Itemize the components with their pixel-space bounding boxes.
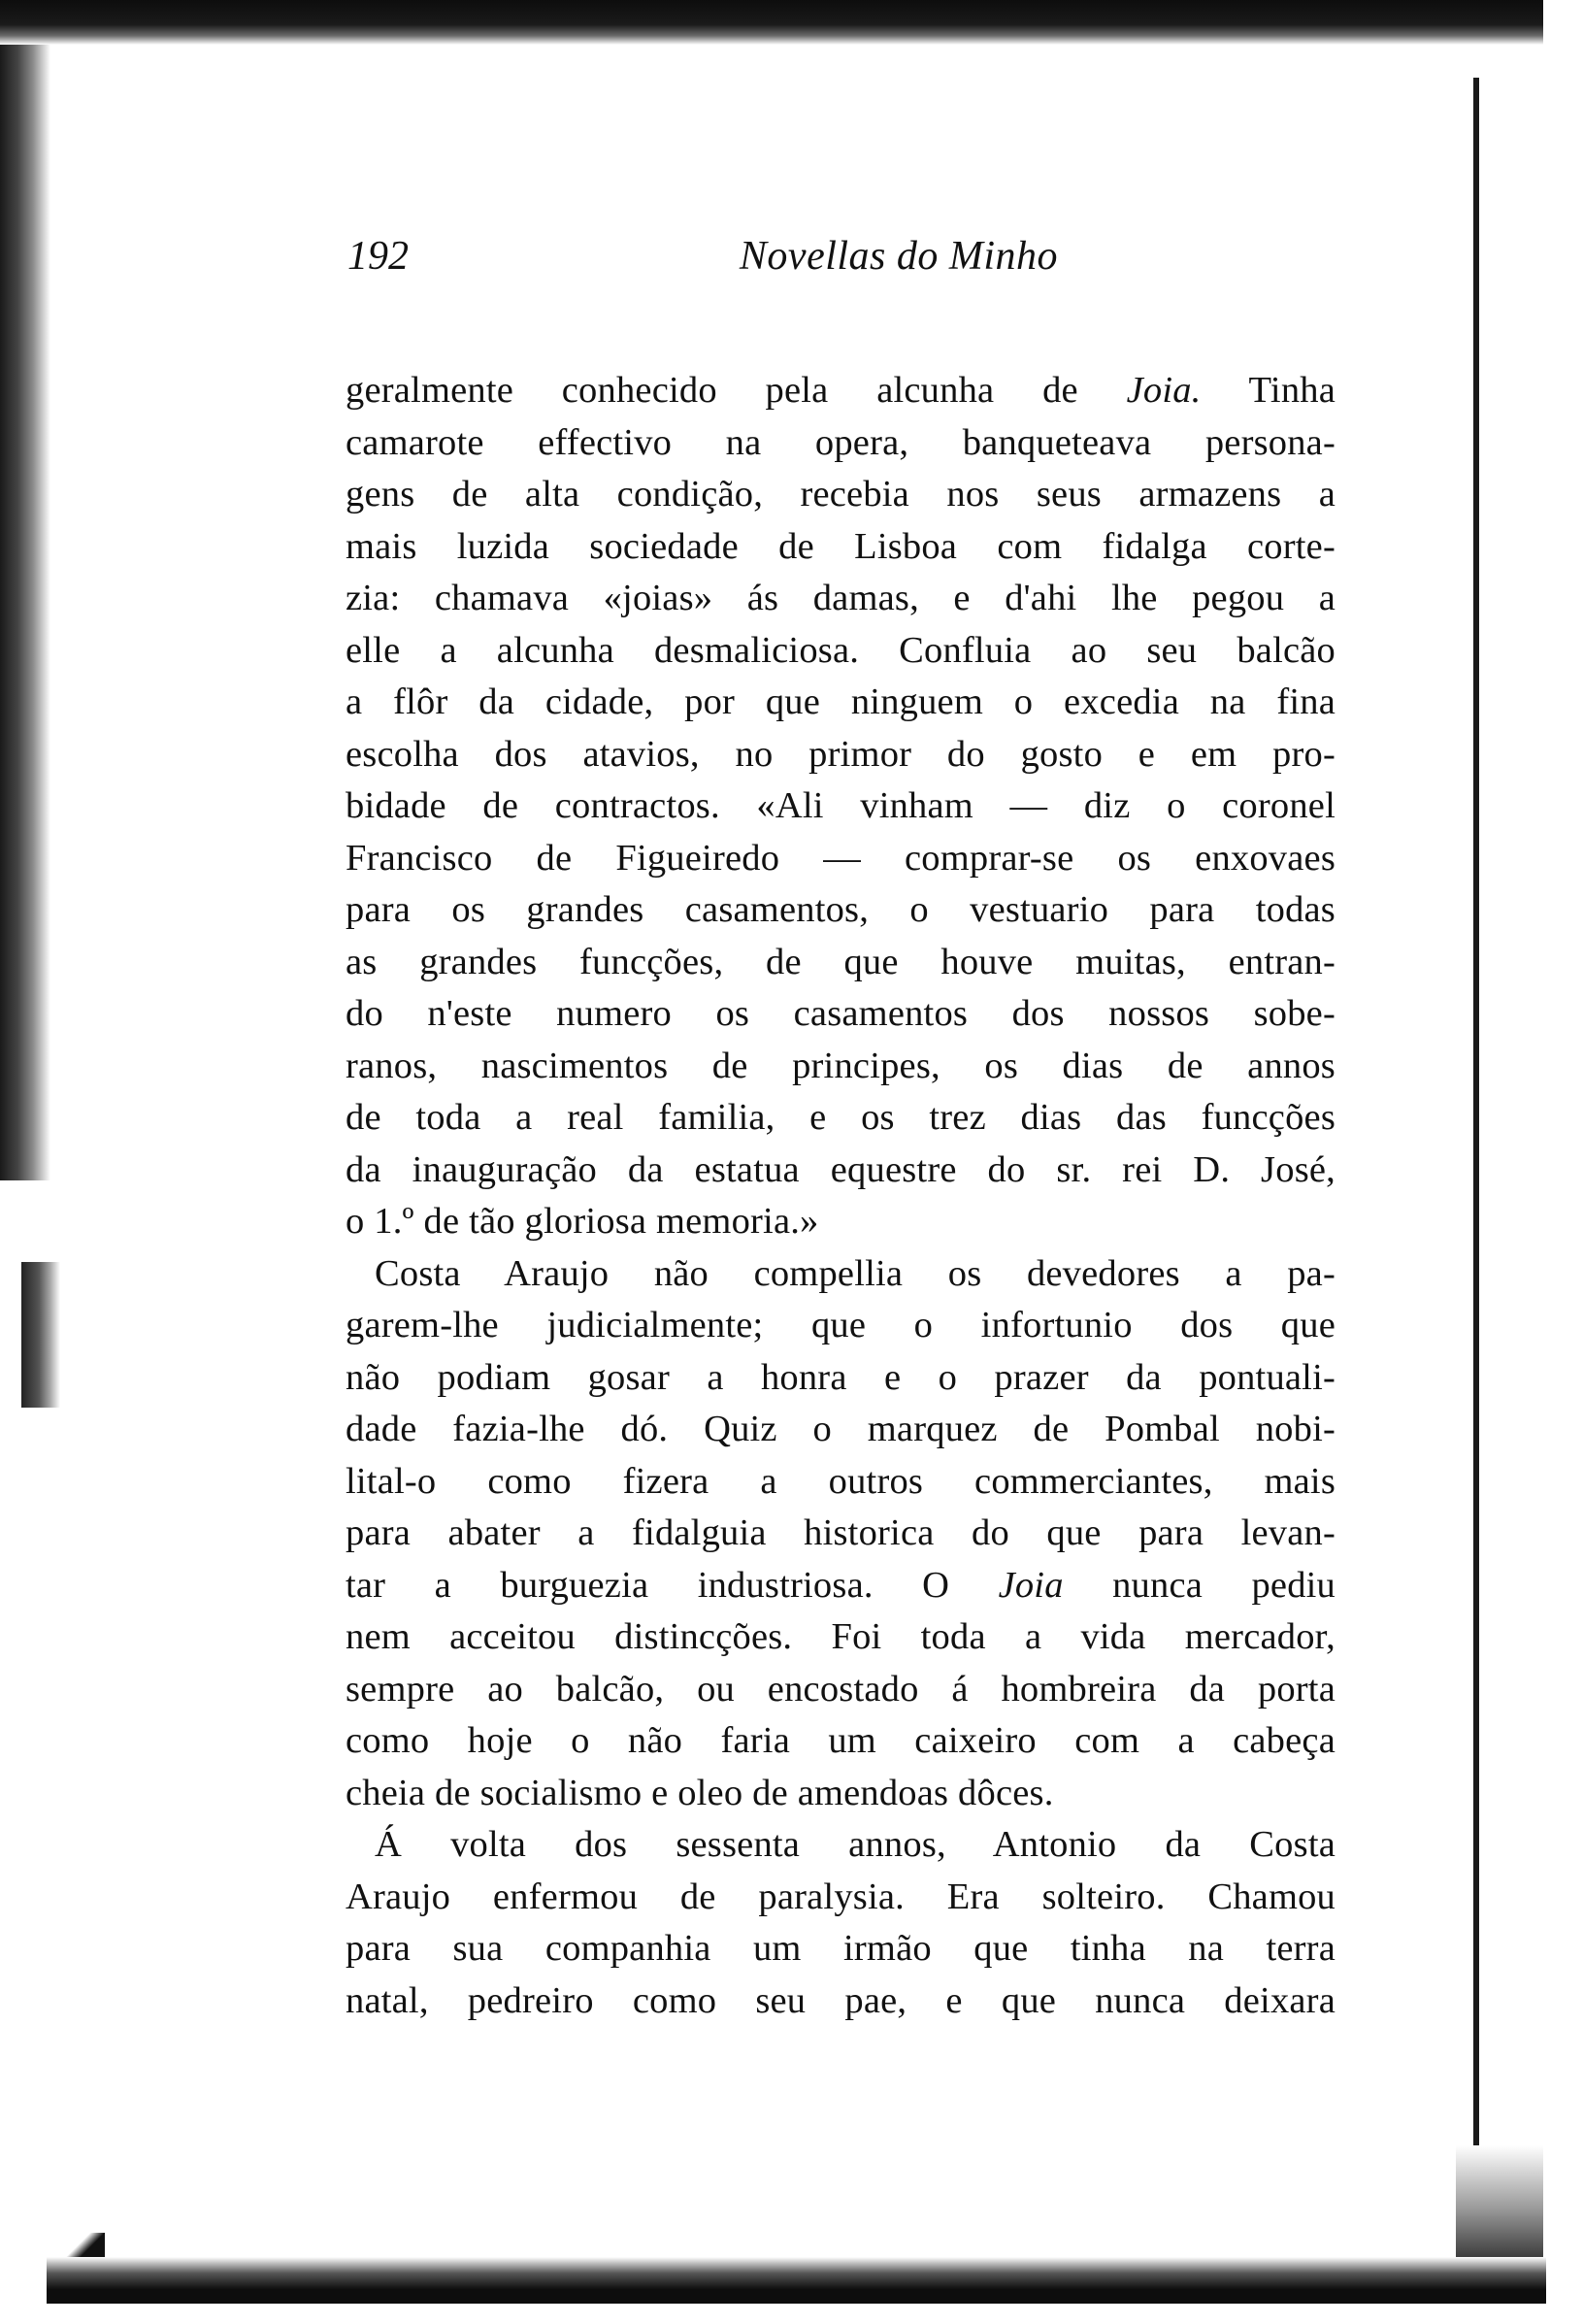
text-line xyxy=(346,677,1336,729)
text-line xyxy=(346,1975,1336,2028)
text-segment: tar a burguezia industriosa. O xyxy=(346,1564,999,1606)
text-line xyxy=(346,1092,1336,1145)
text-line xyxy=(346,469,1336,521)
text-line xyxy=(346,1872,1336,1924)
scan-edge-right-bottom xyxy=(1456,2145,1543,2272)
text-segment: nem acceitou distincções. Foi toda a vida mercador, xyxy=(346,1616,1336,1657)
text-segment: Joia. xyxy=(1126,370,1202,411)
text-segment: lital-o como fizera a outros commerciantes, mais xyxy=(346,1460,1336,1502)
text-segment: Tinha xyxy=(1201,370,1336,411)
scan-edge-top xyxy=(0,0,1543,45)
text-segment: de toda a real familia, e os trez dias das funcções xyxy=(346,1097,1336,1138)
text-segment: Costa Araujo não compellia os devedores a pa- xyxy=(375,1252,1336,1294)
text-segment: sempre ao balcão, ou encostado á hombreira da porta xyxy=(346,1668,1336,1710)
paragraph xyxy=(346,365,1336,1248)
text-segment: o 1.º de tão gloriosa memoria.» xyxy=(346,1201,819,1242)
text-segment: natal, pedreiro como seu pae, e que nunca deixara xyxy=(346,1979,1336,2021)
scan-edge-bottom xyxy=(47,2257,1546,2304)
text-segment: gens de alta condição, recebia nos seus armazens a xyxy=(346,474,1336,515)
text-line xyxy=(346,1300,1336,1352)
text-segment: as grandes funcções, de que houve muitas, entran- xyxy=(346,941,1336,982)
text-line xyxy=(346,833,1336,885)
running-title: Novellas do Minho xyxy=(739,234,1059,279)
text-line xyxy=(346,521,1336,574)
text-segment: geralmente conhecido pela alcunha de xyxy=(346,370,1127,411)
text-segment: como hoje o não faria um caixeiro com a cabeça xyxy=(346,1720,1336,1761)
text-segment: mais luzida sociedade de Lisboa com fidalga corte- xyxy=(346,525,1336,567)
text-segment: nunca pediu xyxy=(1063,1564,1336,1606)
text-line xyxy=(346,884,1336,937)
text-line xyxy=(346,1248,1336,1301)
text-segment: Araujo enfermou de paralysia. Era solteiro. Chamou xyxy=(346,1876,1336,1917)
text-line xyxy=(346,1768,1336,1820)
text-line xyxy=(346,1404,1336,1456)
text-segment: bidade de contractos. «Ali vinham — diz o coronel xyxy=(346,785,1336,826)
running-head xyxy=(346,225,1336,313)
text-line xyxy=(346,1715,1336,1768)
text-segment: da inauguração da estatua equestre do sr. rei D. José, xyxy=(346,1148,1336,1190)
text-segment: Francisco de Figueiredo — comprar-se os enxovaes xyxy=(346,837,1336,879)
text-line xyxy=(346,1456,1336,1509)
text-line xyxy=(346,988,1336,1041)
text-line xyxy=(346,1508,1336,1560)
scan-edge-left-lower xyxy=(21,1262,60,1408)
scan-edge-left xyxy=(0,45,50,1180)
text-line xyxy=(346,365,1336,417)
text-segment: Joia xyxy=(998,1564,1064,1606)
text-segment: do n'este numero os casamentos dos nossos sobe- xyxy=(346,993,1336,1034)
text-line xyxy=(346,417,1336,470)
text-line xyxy=(346,1560,1336,1612)
text-line xyxy=(346,1611,1336,1664)
text-segment: garem-lhe judicialmente; que o infortunio dos que xyxy=(346,1305,1336,1345)
text-line xyxy=(346,1145,1336,1197)
text-line xyxy=(346,1923,1336,1975)
book-page xyxy=(346,225,1336,2027)
text-segment: dade fazia-lhe dó. Quiz o marquez de Pombal nobi- xyxy=(346,1409,1336,1449)
text-segment: não podiam gosar a honra e o prazer da pontuali- xyxy=(346,1356,1336,1398)
text-segment: escolha dos atavios, no primor do gosto e em pro- xyxy=(346,733,1336,775)
text-segment: Á volta dos sessenta annos, Antonio da Costa xyxy=(375,1824,1336,1865)
text-line xyxy=(346,1819,1336,1872)
paragraph xyxy=(346,1819,1336,2027)
text-line xyxy=(346,573,1336,625)
text-line xyxy=(346,1352,1336,1405)
text-line xyxy=(346,625,1336,678)
text-segment: zia: chamava «joias» ás damas, e d'ahi lhe pegou a xyxy=(346,578,1336,618)
body-text xyxy=(346,365,1336,2027)
text-segment: elle a alcunha desmaliciosa. Confluia ao seu balcão xyxy=(346,629,1336,671)
text-line xyxy=(346,1041,1336,1093)
text-line xyxy=(346,780,1336,833)
text-segment: para os grandes casamentos, o vestuario para todas xyxy=(346,889,1336,930)
paragraph xyxy=(346,1248,1336,1820)
text-line xyxy=(346,1664,1336,1716)
text-segment: para sua companhia um irmão que tinha na terra xyxy=(346,1928,1336,1969)
text-segment: a flôr da cidade, por que ninguem o excedia na fina xyxy=(346,681,1336,722)
text-segment: ranos, nascimentos de principes, os dias de annos xyxy=(346,1045,1336,1086)
text-segment: para abater a fidalguia historica do que para levan- xyxy=(346,1512,1336,1553)
text-line xyxy=(346,729,1336,781)
page-number: 192 xyxy=(347,234,409,279)
text-segment: camarote effectivo na opera, banqueteava persona- xyxy=(346,421,1336,463)
scan-edge-right xyxy=(1473,78,1479,2213)
text-segment: cheia de socialismo e oleo de amendoas dôces. xyxy=(346,1772,1054,1813)
text-line xyxy=(346,1196,1336,1248)
text-line xyxy=(346,937,1336,989)
